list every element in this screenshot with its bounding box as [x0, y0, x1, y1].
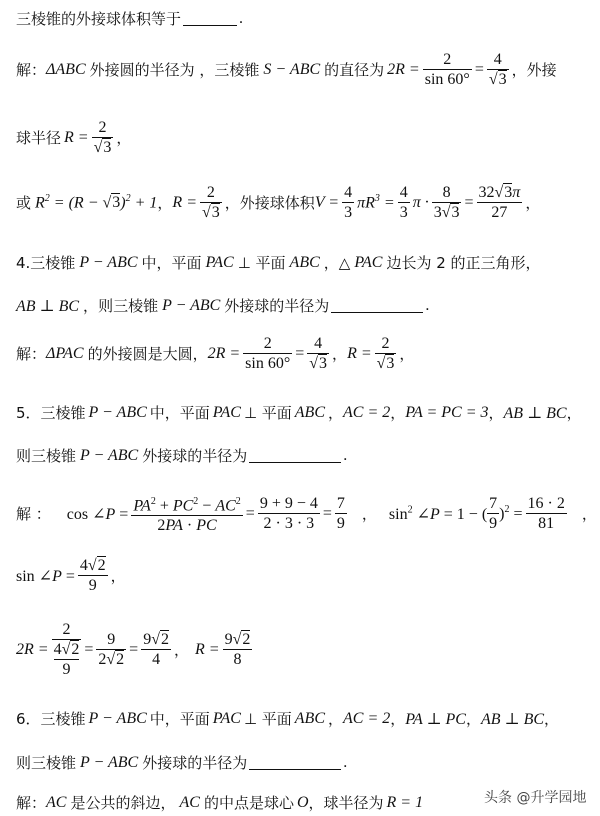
math: R =: [347, 344, 372, 362]
math: =: [129, 640, 139, 658]
text: 是公共的斜边，: [70, 794, 176, 812]
math: =: [464, 193, 474, 211]
math: ABC: [294, 403, 325, 421]
question-4-line-2: [16, 295, 429, 316]
text: ，: [525, 194, 541, 212]
math: R =: [195, 640, 220, 658]
text: ⊥ 平面: [243, 710, 292, 728]
solution-4: [16, 334, 414, 373]
watermark: 头条 @升学园地: [484, 790, 587, 806]
text: 外接球体积: [239, 194, 315, 212]
period: .: [343, 446, 348, 464]
math: AC: [46, 793, 67, 811]
math: PAC: [212, 403, 241, 421]
text: ，: [328, 710, 344, 728]
solution-label: 解：: [16, 345, 47, 363]
math: ABC: [289, 253, 320, 271]
math: P − ABC: [162, 296, 221, 314]
text: ，: [465, 710, 481, 728]
math: 2R =: [207, 344, 241, 362]
solution-line-1: [16, 50, 557, 89]
fraction: $\frac{7}{9}$: [336, 495, 345, 533]
text: ，: [173, 641, 189, 659]
solution-5-line-3: [16, 620, 255, 679]
question-5-line-1: [16, 402, 582, 423]
math: AC = 2: [343, 709, 391, 727]
text: 则三棱锥: [16, 754, 77, 772]
text: 中，平面: [149, 710, 210, 728]
text: ，: [361, 505, 377, 524]
math: ΔPAC: [46, 344, 84, 362]
solution-6: [16, 792, 423, 813]
math: =: [245, 504, 255, 522]
question-number: 4.三棱锥: [16, 254, 76, 272]
text: ，△: [323, 254, 351, 272]
math: PAC: [205, 253, 234, 271]
text: 则三棱锥: [98, 297, 159, 315]
math: AB ⊥ BC: [480, 710, 545, 728]
math: =: [84, 640, 94, 658]
fraction: $\frac{2}{\sin 60^\circ}$: [424, 51, 470, 88]
text: ⊥ 平面: [237, 254, 286, 272]
answer-blank: [249, 448, 341, 463]
math: AC: [179, 793, 200, 811]
fraction: $\frac{9√2}{8}$: [224, 631, 251, 668]
math: V =: [314, 193, 340, 211]
text: ，: [110, 567, 126, 585]
math: =: [322, 504, 332, 522]
math: P − ABC: [80, 446, 139, 464]
math: R =: [64, 128, 89, 146]
math: PAC: [354, 253, 383, 271]
fraction: $\frac{4}{3}$: [344, 184, 353, 221]
fraction: $\frac{9 + 9 - 4}{2 \cdot 3 \cdot 3}$: [259, 495, 318, 533]
math: AB ⊥ BC: [16, 297, 80, 315]
text: ，: [581, 505, 597, 524]
text: ，: [399, 345, 415, 363]
text: 的中点是球心: [203, 794, 294, 812]
fraction: $\frac{4}{3}$: [399, 184, 408, 221]
question-number: 5．三棱锥: [16, 404, 86, 422]
fraction: $\frac{16 \cdot 2}{81}$: [527, 495, 565, 533]
math: 2R =: [387, 60, 420, 78]
math: R = 1: [386, 793, 424, 811]
text: ，: [328, 404, 344, 422]
text: 边长为 2 的正三角形，: [386, 254, 541, 272]
fraction: $\frac{32√3\pi}{27}$: [478, 184, 521, 221]
text: 的直径为: [324, 61, 385, 79]
fraction: $\frac{2}{√3}$: [202, 184, 220, 221]
solution-5-line-1: [16, 492, 597, 535]
math: sin ∠P =: [16, 567, 75, 585]
fraction: $\frac{2}{√3}$: [93, 119, 112, 156]
math: =: [474, 60, 484, 78]
math: PAC: [212, 709, 241, 727]
math: PA ⊥ PC: [405, 710, 466, 728]
math: $\pi R^3$ =: [357, 192, 395, 212]
math-s-abc: S − ABC: [263, 60, 321, 78]
math: =: [295, 344, 305, 362]
fraction: $\frac{7}{9}$: [489, 495, 498, 533]
text: ，球半径为: [308, 794, 384, 812]
math-triangle-abc: ΔABC: [46, 60, 86, 78]
math: 2R =: [16, 640, 49, 658]
text: ，: [544, 710, 560, 728]
text: 外接球的半径为: [142, 447, 248, 465]
fraction: $\frac{2}{√3}$: [376, 335, 395, 372]
math: )$^2$ =: [499, 504, 523, 523]
math: R =: [172, 193, 197, 211]
text: 或: [16, 194, 32, 212]
math: AB ⊥ BC: [503, 404, 567, 422]
math: PA = PC = 3: [405, 403, 489, 421]
solution-label: 解：: [16, 61, 47, 79]
text: ，: [116, 129, 132, 147]
text: 球半径: [16, 129, 62, 147]
text: ，: [390, 710, 406, 728]
text: ，: [488, 404, 504, 422]
math: AC = 2: [343, 403, 391, 421]
fraction: $\frac{2}{\sin 60^\circ}$: [245, 335, 291, 372]
solution-label: 解 ：: [16, 505, 51, 524]
problem-tail-line: [16, 8, 243, 29]
solution-5-line-2: [16, 556, 126, 595]
math: cos ∠P =: [66, 505, 129, 523]
text: ，: [157, 194, 173, 212]
text: 中，平面: [141, 254, 202, 272]
text: 中，平面: [149, 404, 210, 422]
fraction: $\frac{4}{√3}$: [309, 335, 328, 372]
math: ABC: [294, 709, 325, 727]
math: O: [296, 793, 309, 811]
answer-blank: [183, 11, 237, 26]
question-4-line-1: [16, 252, 541, 273]
solution-label: 解：: [16, 794, 47, 812]
math: P − ABC: [80, 753, 139, 771]
fraction: $\frac{8}{3√3}$: [433, 184, 460, 221]
fraction: $\frac{4√2}{9}$: [79, 557, 106, 594]
math: $\sin^2$ ∠P = 1 − (: [388, 504, 488, 523]
text: ，: [566, 404, 582, 422]
text: ，: [332, 345, 348, 363]
text: 的外接圆是大圆，: [87, 345, 208, 363]
text: 外接圆的半径为 ，三棱锥: [89, 61, 260, 79]
text: 外接球的半径为: [142, 754, 248, 772]
text: ，: [224, 194, 240, 212]
math: P − ABC: [88, 709, 147, 727]
solution-line-3: [16, 183, 540, 222]
text: 三棱锥的外接球体积等于: [16, 10, 182, 28]
text: ⊥ 平面: [243, 404, 292, 422]
fraction: $\frac{4}{√3}$: [488, 51, 507, 88]
period: .: [343, 753, 348, 771]
fraction: $\frac{9}{2√2}$: [98, 631, 125, 668]
text: ，: [390, 404, 406, 422]
math: P − ABC: [88, 403, 147, 421]
period: .: [239, 9, 244, 27]
text: ，: [83, 297, 99, 315]
question-5-line-2: [16, 445, 347, 466]
text: 外接球的半径为: [224, 297, 330, 315]
math: π ·: [412, 193, 429, 211]
fraction: $\frac{9√2}{4}$: [143, 631, 169, 668]
solution-line-2: [16, 118, 131, 157]
math: $R^2 = (R - √3)^2 + 1$: [35, 192, 158, 212]
fraction: $\frac{PA^2 + PC^2 - AC^2}{2PA \cdot PC}$: [133, 496, 241, 535]
question-6-line-2: [16, 752, 347, 773]
text: 则三棱锥: [16, 447, 77, 465]
answer-blank: [249, 755, 341, 770]
math: P − ABC: [79, 253, 138, 271]
text: ，外接: [511, 61, 557, 79]
question-6-line-1: [16, 708, 559, 729]
question-number: 6．三棱锥: [16, 710, 86, 728]
answer-blank: [331, 298, 423, 313]
complex-fraction: 2 4√2 9: [53, 621, 80, 678]
period: .: [425, 296, 430, 314]
